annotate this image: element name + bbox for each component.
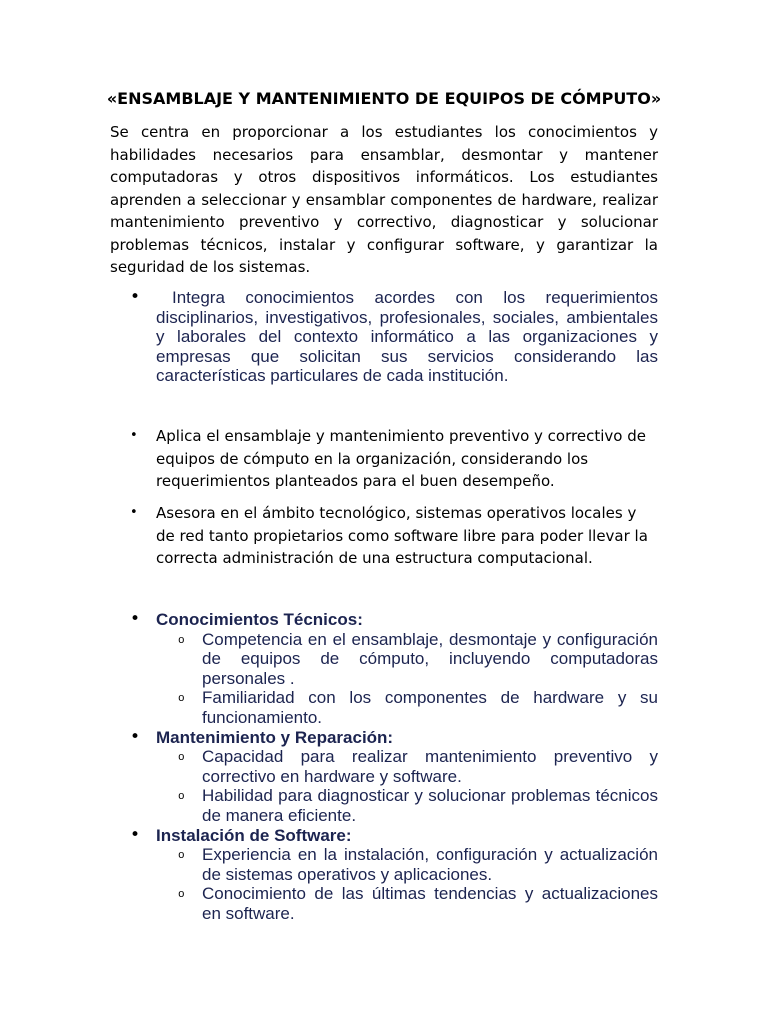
- list-item: [110, 288, 658, 386]
- circle-bullet-icon: o: [178, 693, 185, 706]
- area-heading: Instalación de Software:: [156, 825, 352, 845]
- bullet-icon: •: [130, 609, 141, 629]
- sub-item-text: Capacidad para realizar mantenimiento preventivo y correctivo en hardware y software.: [202, 747, 658, 786]
- areas-list: [110, 610, 658, 924]
- sub-list-item: [156, 688, 658, 727]
- competencia-list-2: [110, 425, 658, 493]
- sub-list-item: [156, 786, 658, 825]
- area-heading: Mantenimiento y Reparación:: [156, 727, 394, 747]
- area-item: [110, 610, 658, 728]
- sub-list-item: [156, 747, 658, 786]
- circle-bullet-icon: o: [178, 752, 185, 765]
- area-item: [110, 826, 658, 924]
- sub-item-text: Habilidad para diagnosticar y solucionar problemas técnicos de manera eficiente.: [202, 786, 658, 825]
- circle-bullet-icon: o: [178, 850, 185, 863]
- area-sub-list: [156, 845, 658, 923]
- competencia-list-3: [110, 502, 658, 570]
- circle-bullet-icon: o: [178, 634, 185, 647]
- area-heading: Conocimientos Técnicos:: [156, 610, 363, 629]
- sub-list-item: [156, 845, 658, 884]
- list-item: [110, 425, 658, 493]
- bullet-icon: •: [130, 505, 138, 520]
- sub-item-text: Conocimiento de las últimas tendencias y actualizaciones en software.: [202, 884, 658, 923]
- bullet-icon: •: [130, 287, 141, 307]
- sub-item-text: Competencia en el ensamblaje, desmontaje y configuración de equipos de cómputo, incluyendo computadoras personales .: [202, 629, 658, 688]
- list-item-text: Asesora en el ámbito tecnológico, sistemas operativos locales y de red tanto propietarios como software libre para poder llevar la correcta administración de una estructura computacional.: [156, 504, 648, 567]
- area-item: [110, 728, 658, 826]
- list-item-text: Aplica el ensamblaje y mantenimiento preventivo y correctivo de equipos de cómputo en la organización, considerando los requerimientos planteados para el buen desempeño.: [156, 427, 646, 490]
- sub-list-item: [156, 884, 658, 923]
- circle-bullet-icon: o: [178, 791, 185, 804]
- bullet-icon: •: [130, 726, 141, 747]
- document-title: «ENSAMBLAJE Y MANTENIMIENTO DE EQUIPOS DE CÓMPUTO»: [106, 89, 662, 108]
- area-sub-list: [156, 630, 658, 728]
- area-sub-list: [156, 747, 658, 825]
- bullet-icon: •: [130, 428, 138, 443]
- intro-paragraph: Se centra en proporcionar a los estudiantes los conocimientos y habilidades necesarios para ensamblar, desmontar y mantener computadoras y otros dispositivos informáticos. Los estudiantes aprenden a seleccionar y ensamblar componentes de hardware, realizar mantenimiento preventivo y correctivo, diagnosticar y solucionar problemas técnicos, instalar y configurar software, y garantizar la seguridad de los sistemas.: [110, 123, 658, 276]
- list-item-text: Integra conocimientos acordes con los requerimientos disciplinarios, investigativos, profesionales, sociales, ambientales y laborales del contexto informático a las organizaciones y empresas que solicitan sus servicios considerando las características particulares de cada institución.: [156, 288, 658, 386]
- competencia-list-1: [110, 288, 658, 386]
- list-item: [110, 502, 658, 570]
- circle-bullet-icon: o: [178, 889, 185, 902]
- sub-item-text: Familiaridad con los componentes de hardware y su funcionamiento.: [202, 688, 658, 727]
- sub-list-item: [156, 630, 658, 689]
- bullet-icon: •: [130, 824, 141, 845]
- sub-item-text: Experiencia en la instalación, configuración y actualización de sistemas operativos y aplicaciones.: [202, 845, 658, 884]
